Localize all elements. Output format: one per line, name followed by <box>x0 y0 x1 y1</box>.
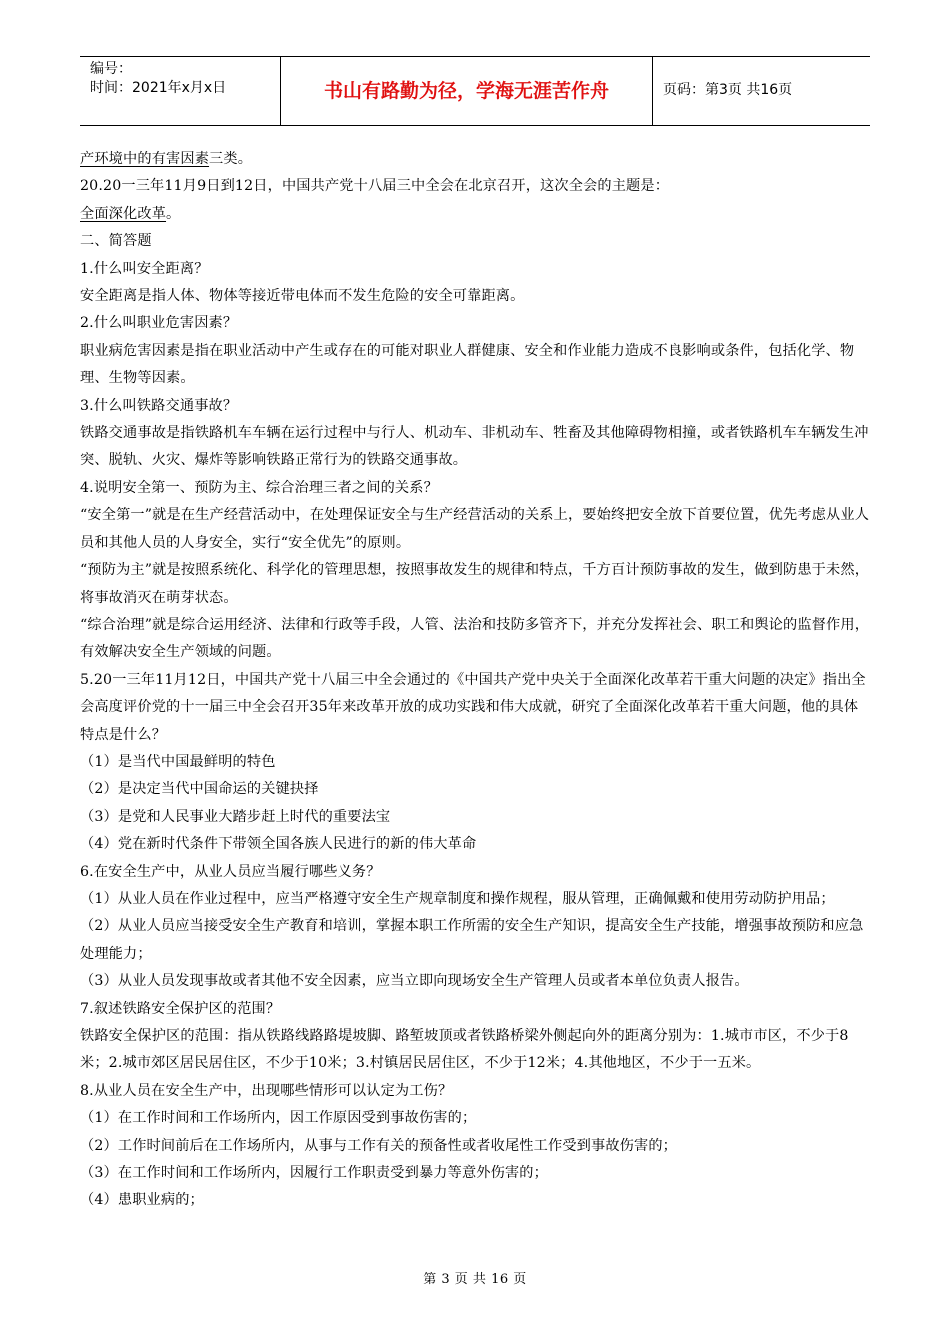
question-1: 1.什么叫安全距离？ <box>80 260 209 277</box>
answer-6-item: （1）从业人员在作业过程中，应当严格遵守安全生产规章制度和操作规程，服从管理，正确佩戴和使用劳动防护用品； <box>80 890 835 907</box>
answer-6-item: （3）从业人员发现事故或者其他不安全因素，应当立即向现场安全生产管理人员或者本单位负责人报告。 <box>80 973 749 990</box>
answer-8-item: （4）患职业病的； <box>80 1192 204 1209</box>
answer-2: 职业病危害因素是指在职业活动中产生或存在的可能对职业人群健康、安全和作业能力造成不良影响或条件，包括化学、物理、生物等因素。 <box>80 342 855 387</box>
document-body <box>80 146 872 1215</box>
footer-page-number: 3 <box>441 1272 451 1287</box>
underlined-answer: 全面深化改革 <box>80 205 167 222</box>
answer-5-item: （2）是决定当代中国命运的关键抉择 <box>80 781 319 798</box>
paragraph <box>80 201 872 228</box>
answer-4-part-3: “综合治理”就是综合运用经济、法律和行政等手段，人管、法治和技防多管齐下，并充分发挥社会、职工和舆论的监督作用，有效解决安全生产领域的问题。 <box>80 616 870 661</box>
header-motto: 书山有路勤为径，学海无涯苦作舟 <box>280 57 653 125</box>
question-3: 3.什么叫铁路交通事故？ <box>80 397 238 414</box>
text: 。 <box>166 205 181 222</box>
footer-total-pages: 16 <box>491 1272 509 1287</box>
answer-4-part-2: “预防为主”就是按照系统化、科学化的管理思想，按照事故发生的规律和特点，千方百计预防事故的发生，做到防患于未然，将事故消灭在萌芽状态。 <box>80 562 870 606</box>
question-2: 2.什么叫职业危害因素？ <box>80 315 238 332</box>
answer-5-item: （4）党在新时代条件下带领全国各族人民进行的新的伟大革命 <box>80 836 477 853</box>
answer-7: 铁路安全保护区的范围：指从铁路线路路堤坡脚、路堑坡顶或者铁路桥梁外侧起向外的距离分别为：1.城市市区，不少于8米；2.城市郊区居民居住区，不少于10米；3.村镇居民居住区，不少于12米；4.其他地区，不少于一五米。 <box>80 1028 849 1072</box>
number-label: 编号： <box>90 61 132 77</box>
text: 三类。 <box>209 151 253 167</box>
header-meta <box>80 57 280 125</box>
question-5: 5.20一三年11月12日，中国共产党十八届三中全会通过的《中国共产党中央关于全面深化改革若干重大问题的决定》指出全会高度评价党的十一届三中全会召开35年来改革开放的成功实践和伟大成就，研究了全面深化改革若干重大问题，他的具体特点是什么？ <box>80 671 866 743</box>
answer-8-item: （1）在工作时间和工作场所内，因工作原因受到事故伤害的； <box>80 1110 477 1127</box>
underlined-answer: 产环境中的有害因素 <box>80 151 210 167</box>
answer-1: 安全距离是指人体、物体等接近带电体而不发生危险的安全可靠距离。 <box>80 288 525 305</box>
question-8: 8.从业人员在安全生产中，出现哪些情形可以认定为工伤？ <box>80 1082 453 1099</box>
footer-prefix: 第 <box>423 1272 437 1287</box>
paragraph <box>80 146 872 173</box>
answer-5-item: （1）是当代中国最鲜明的特色 <box>80 753 276 770</box>
answer-3: 铁路交通事故是指铁路机车车辆在运行过程中与行人、机动车、非机动车、牲畜及其他障碍物相撞，或者铁路机车车辆发生冲突、脱轨、火灾、爆炸等影响铁路正常行为的铁路交通事故。 <box>80 425 869 469</box>
question-6: 6.在安全生产中，从业人员应当履行哪些义务？ <box>80 863 381 880</box>
page-footer <box>0 1268 950 1287</box>
answer-8-item: （3）在工作时间和工作场所内，因履行工作职责受到暴力等意外伤害的； <box>80 1165 548 1182</box>
time-label: 时间：2021年x月x日 <box>90 80 227 96</box>
question-20: 20.20一三年11月9日到12日，中国共产党十八届三中全会在北京召开，这次全会的主题是： <box>80 178 670 195</box>
question-4: 4.说明安全第一、预防为主、综合治理三者之间的关系？ <box>80 479 438 496</box>
answer-4-part-1: “安全第一”就是在生产经营活动中，在处理保证安全与生产经营活动的关系上，要始终把安全放下首要位置，优先考虑从业人员和其他人员的人身安全，实行“安全优先”的原则。 <box>80 507 870 551</box>
answer-8-item: （2）工作时间前后在工作场所内，从事与工作有关的预备性或者收尾性工作受到事故伤害的； <box>80 1137 678 1154</box>
footer-middle: 页 共 <box>454 1272 487 1287</box>
answer-6-item: （2）从业人员应当接受安全生产教育和培训，掌握本职工作所需的安全生产知识，提高安全生产技能，增强事故预防和应急处理能力； <box>80 918 864 962</box>
section-heading: 二、简答题 <box>80 233 152 250</box>
footer-suffix: 页 <box>513 1272 527 1287</box>
answer-5-item: （3）是党和人民事业大踏步赶上时代的重要法宝 <box>80 808 391 825</box>
question-7: 7.叙述铁路安全保护区的范围？ <box>80 1000 281 1017</box>
header-page-info: 页码：第3页 共16页 <box>663 82 793 98</box>
page-header <box>80 56 870 126</box>
